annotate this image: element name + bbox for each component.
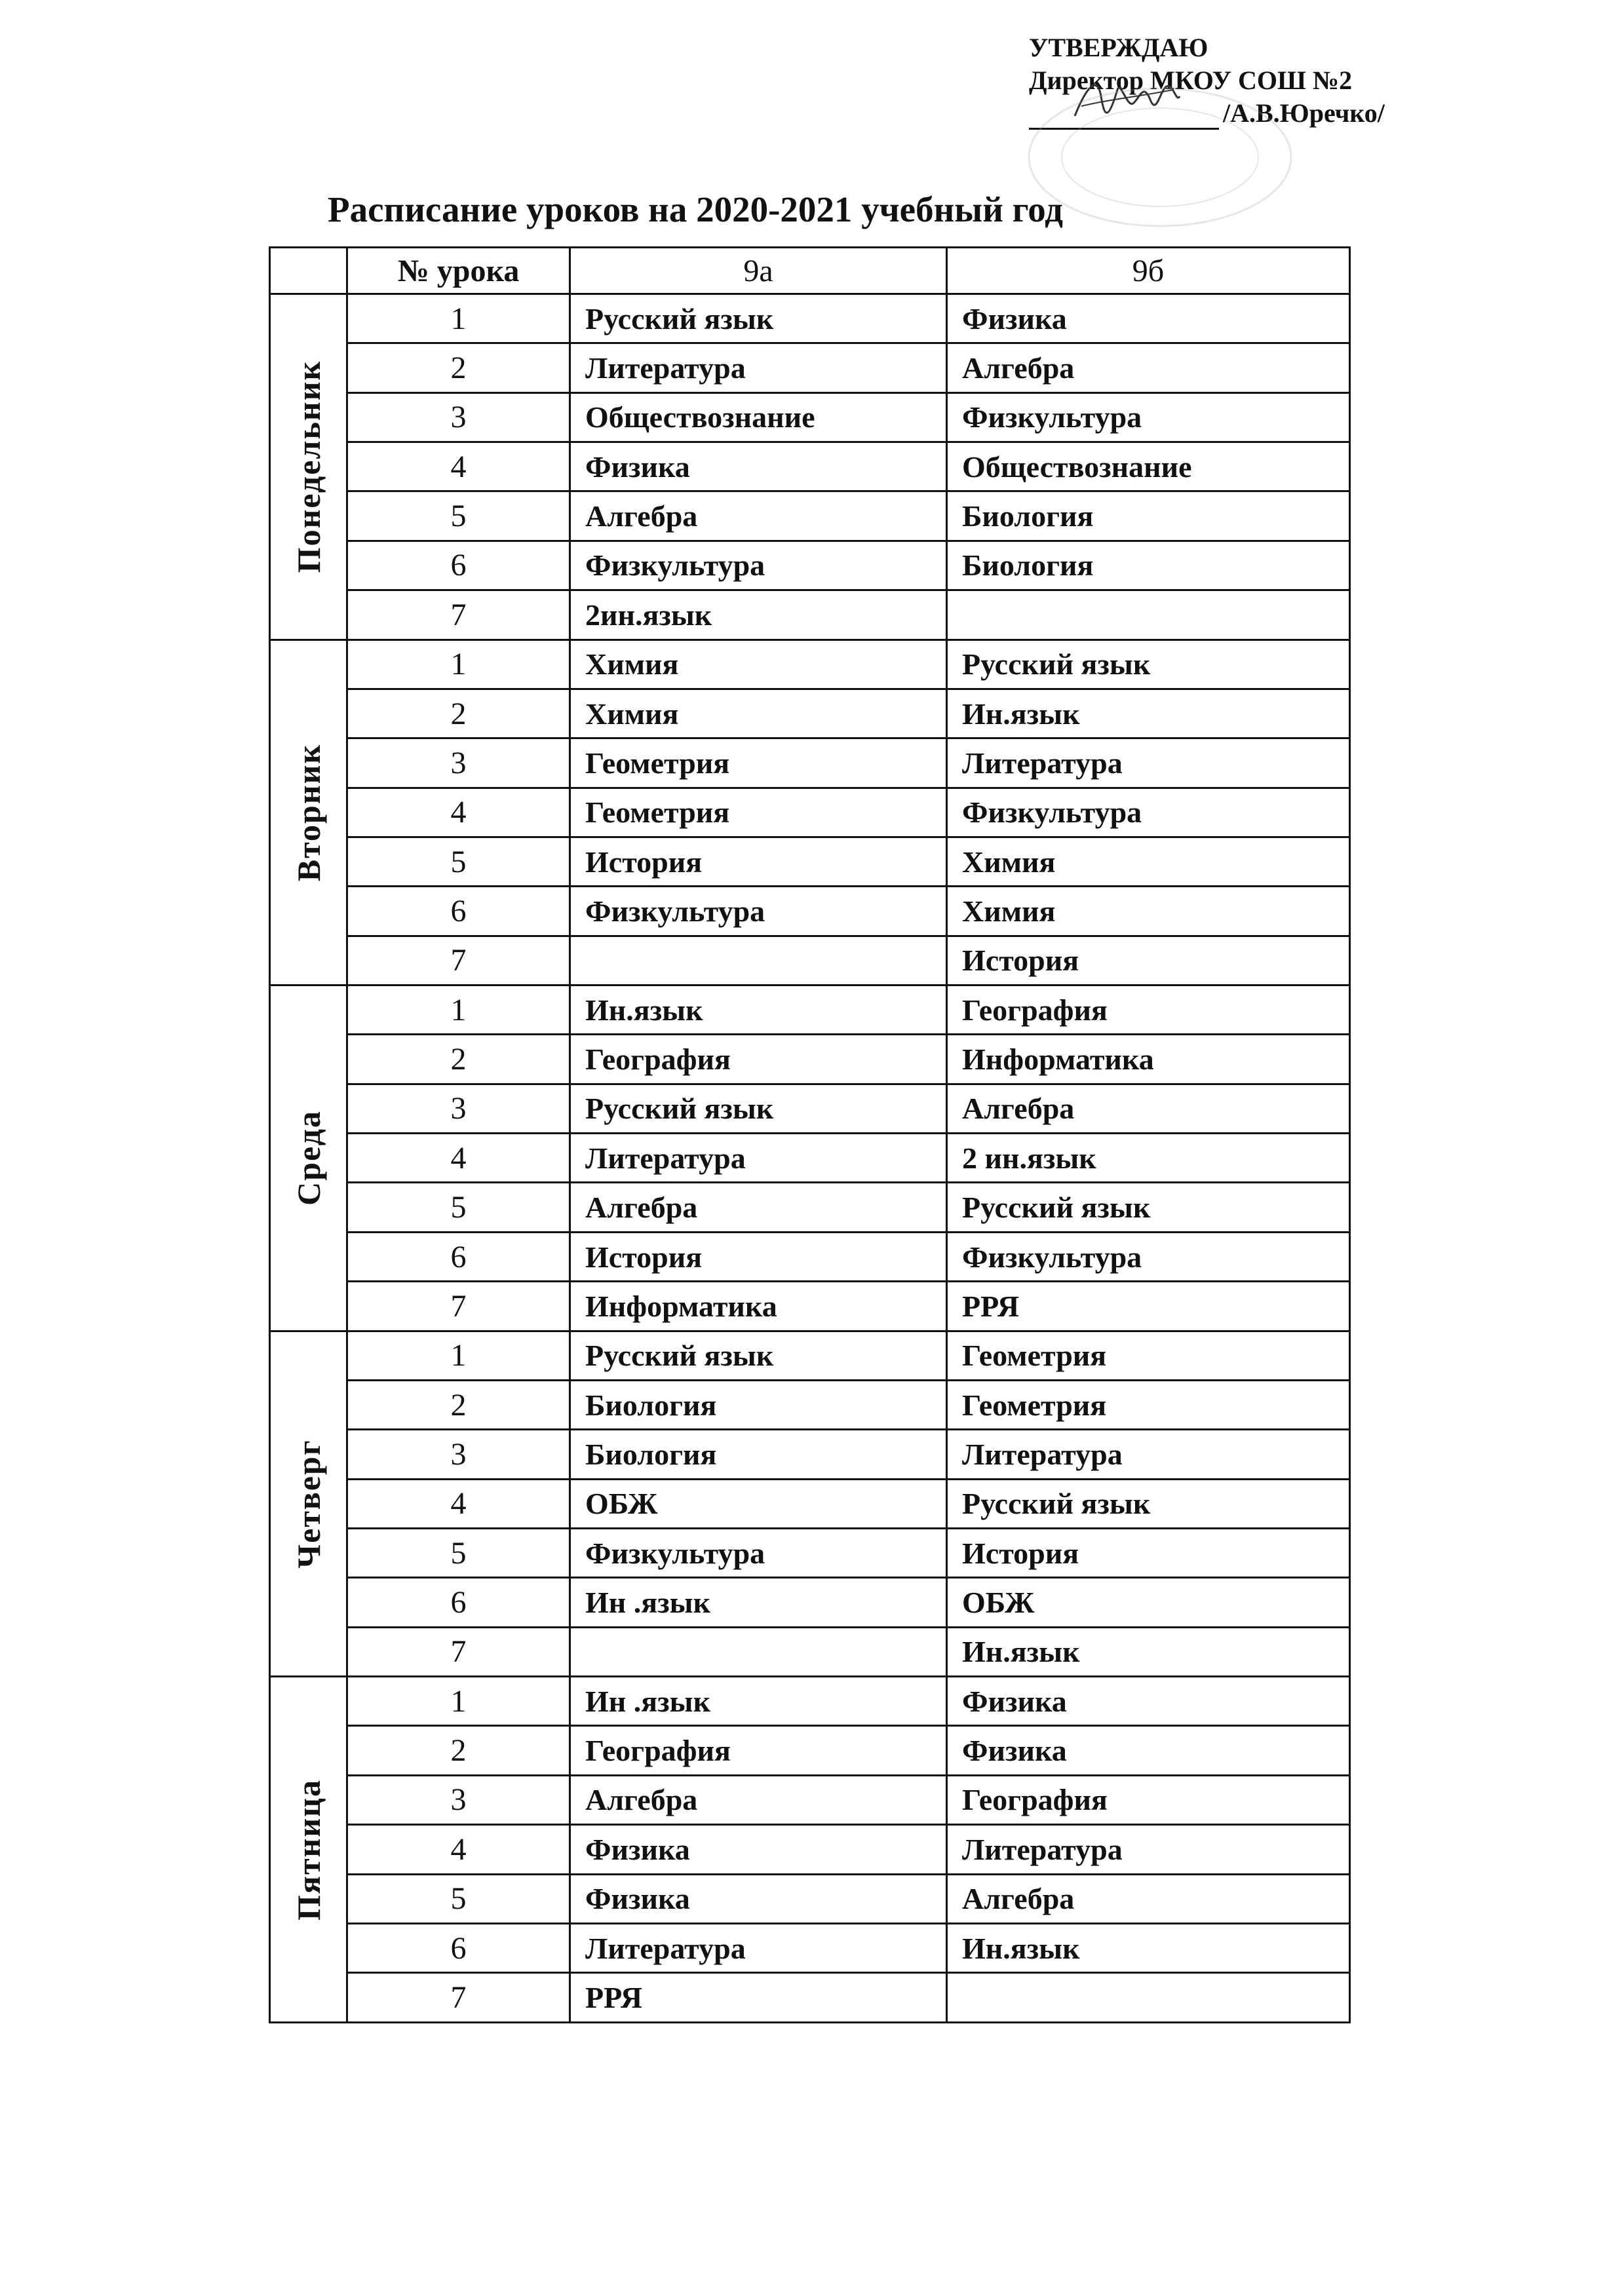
subject-9b: География — [947, 1775, 1350, 1824]
schedule-table — [269, 246, 1351, 2023]
subject-9a: Русский язык — [570, 1084, 947, 1133]
subject-9b: Литература — [947, 1430, 1350, 1479]
lesson-number: 6 — [347, 541, 570, 590]
table-row — [270, 1084, 1350, 1133]
subject-9b: Геометрия — [947, 1331, 1350, 1380]
lesson-number: 7 — [347, 1973, 570, 2023]
lesson-number: 6 — [347, 887, 570, 936]
lesson-number: 3 — [347, 1084, 570, 1133]
subject-9a: Литература — [570, 343, 947, 392]
lesson-number: 3 — [347, 738, 570, 788]
table-row — [270, 392, 1350, 442]
subject-9b: Литература — [947, 738, 1350, 788]
table-row — [270, 1528, 1350, 1577]
day-cell — [270, 1677, 347, 2023]
lesson-number: 6 — [347, 1923, 570, 1972]
page-title: Расписание уроков на 2020-2021 учебный год — [328, 189, 1063, 229]
lesson-number: 3 — [347, 392, 570, 442]
lesson-number: 5 — [347, 1874, 570, 1923]
subject-9b: РРЯ — [947, 1282, 1350, 1331]
table-row — [270, 1775, 1350, 1824]
table-row — [270, 1578, 1350, 1627]
lesson-number: 2 — [347, 1035, 570, 1084]
subject-9a: География — [570, 1726, 947, 1775]
subject-9a: Алгебра — [570, 1775, 947, 1824]
day-cell — [270, 640, 347, 985]
subject-9b: Физика — [947, 294, 1350, 343]
subject-9a: Физкультура — [570, 1528, 947, 1577]
lesson-number: 6 — [347, 1232, 570, 1281]
subject-9b: Биология — [947, 541, 1350, 590]
subject-9a: Ин.язык — [570, 985, 947, 1035]
table-row — [270, 1973, 1350, 2023]
subject-9a: Литература — [570, 1134, 947, 1183]
table-row — [270, 1035, 1350, 1084]
subject-9b: Физкультура — [947, 788, 1350, 837]
lesson-number: 4 — [347, 1134, 570, 1183]
subject-9b: История — [947, 1528, 1350, 1577]
subject-9b: Физкультура — [947, 392, 1350, 442]
lesson-number: 5 — [347, 1528, 570, 1577]
table-row — [270, 936, 1350, 985]
lesson-number: 1 — [347, 985, 570, 1035]
table-row — [270, 1331, 1350, 1380]
day-label: Четверг — [290, 1439, 327, 1569]
director-name: /А.В.Юречко/ — [1223, 98, 1385, 128]
subject-9b: Литература — [947, 1825, 1350, 1874]
day-label: Понедельник — [290, 360, 327, 573]
lesson-number: 1 — [347, 1677, 570, 1726]
subject-9b: Алгебра — [947, 343, 1350, 392]
subject-9b: Алгебра — [947, 1874, 1350, 1923]
subject-9a: Обществознание — [570, 392, 947, 442]
day-cell — [270, 1331, 347, 1677]
subject-9a: Физкультура — [570, 541, 947, 590]
subject-9b: Алгебра — [947, 1084, 1350, 1133]
subject-9a: Физика — [570, 442, 947, 491]
subject-9a: Литература — [570, 1923, 947, 1972]
subject-9a: Алгебра — [570, 1183, 947, 1232]
lesson-number: 4 — [347, 442, 570, 491]
subject-9a: История — [570, 1232, 947, 1281]
table-row — [270, 541, 1350, 590]
subject-9a: Русский язык — [570, 294, 947, 343]
subject-9a: 2ин.язык — [570, 590, 947, 640]
lesson-number: 5 — [347, 837, 570, 886]
subject-9b: Химия — [947, 887, 1350, 936]
subject-9b: Химия — [947, 837, 1350, 886]
lesson-number: 2 — [347, 1380, 570, 1429]
subject-9b: ОБЖ — [947, 1578, 1350, 1627]
table-row — [270, 738, 1350, 788]
subject-9a: Физкультура — [570, 887, 947, 936]
subject-9a: Физика — [570, 1874, 947, 1923]
table-row — [270, 1677, 1350, 1726]
subject-9a: Алгебра — [570, 491, 947, 541]
lesson-number: 4 — [347, 788, 570, 837]
subject-9a: Физика — [570, 1825, 947, 1874]
table-row — [270, 1282, 1350, 1331]
header-class-9b: 9б — [947, 248, 1350, 294]
subject-9a — [570, 936, 947, 985]
lesson-number: 4 — [347, 1825, 570, 1874]
subject-9b: Ин.язык — [947, 1627, 1350, 1676]
table-row — [270, 1479, 1350, 1528]
subject-9a: Ин .язык — [570, 1578, 947, 1627]
subject-9a: История — [570, 837, 947, 886]
lesson-number: 4 — [347, 1479, 570, 1528]
subject-9a: Геометрия — [570, 788, 947, 837]
day-cell — [270, 985, 347, 1331]
table-row — [270, 689, 1350, 738]
table-row — [270, 887, 1350, 936]
day-label: Среда — [290, 1110, 327, 1206]
table-row — [270, 1232, 1350, 1281]
table-row — [270, 1627, 1350, 1676]
subject-9a: Информатика — [570, 1282, 947, 1331]
subject-9b: Ин.язык — [947, 689, 1350, 738]
table-row — [270, 1874, 1350, 1923]
lesson-number: 2 — [347, 1726, 570, 1775]
subject-9a: Биология — [570, 1380, 947, 1429]
subject-9b: Биология — [947, 491, 1350, 541]
lesson-number: 5 — [347, 491, 570, 541]
subject-9b: Физика — [947, 1726, 1350, 1775]
subject-9b: Русский язык — [947, 640, 1350, 689]
subject-9a: РРЯ — [570, 1973, 947, 2023]
header-row — [270, 248, 1350, 294]
lesson-number: 5 — [347, 1183, 570, 1232]
table-row — [270, 1134, 1350, 1183]
subject-9a: Русский язык — [570, 1331, 947, 1380]
subject-9b: Информатика — [947, 1035, 1350, 1084]
table-row — [270, 1430, 1350, 1479]
table-row — [270, 294, 1350, 343]
day-label: Вторник — [290, 743, 327, 882]
subject-9b: История — [947, 936, 1350, 985]
subject-9b: Обществознание — [947, 442, 1350, 491]
subject-9a: Геометрия — [570, 738, 947, 788]
lesson-number: 6 — [347, 1578, 570, 1627]
header-lesson-number: № урока — [347, 248, 570, 294]
lesson-number: 1 — [347, 294, 570, 343]
subject-9b: 2 ин.язык — [947, 1134, 1350, 1183]
table-row — [270, 1380, 1350, 1429]
subject-9b: Физкультура — [947, 1232, 1350, 1281]
subject-9b: География — [947, 985, 1350, 1035]
table-row — [270, 640, 1350, 689]
subject-9b — [947, 1973, 1350, 2023]
lesson-number: 2 — [347, 343, 570, 392]
table-row — [270, 491, 1350, 541]
table-row — [270, 1923, 1350, 1972]
lesson-number: 7 — [347, 1282, 570, 1331]
header-class-9a: 9а — [570, 248, 947, 294]
approval-position: Директор МКОУ СОШ №2 — [1029, 66, 1353, 95]
subject-9a: География — [570, 1035, 947, 1084]
lesson-number: 3 — [347, 1430, 570, 1479]
subject-9a — [570, 1627, 947, 1676]
lesson-number: 2 — [347, 689, 570, 738]
subject-9a: Химия — [570, 640, 947, 689]
table-row — [270, 1183, 1350, 1232]
subject-9a: Химия — [570, 689, 947, 738]
lesson-number: 3 — [347, 1775, 570, 1824]
subject-9b: Ин.язык — [947, 1923, 1350, 1972]
table-row — [270, 590, 1350, 640]
lesson-number: 7 — [347, 936, 570, 985]
approval-heading: УТВЕРЖДАЮ — [1029, 33, 1208, 62]
table-row — [270, 788, 1350, 837]
day-cell — [270, 294, 347, 640]
subject-9a: Ин .язык — [570, 1677, 947, 1726]
subject-9b: Русский язык — [947, 1479, 1350, 1528]
lesson-number: 1 — [347, 1331, 570, 1380]
table-row — [270, 442, 1350, 491]
table-row — [270, 1825, 1350, 1874]
lesson-number: 1 — [347, 640, 570, 689]
subject-9b: Геометрия — [947, 1380, 1350, 1429]
day-label: Пятница — [290, 1778, 327, 1921]
header-day-cell — [270, 248, 347, 294]
table-row — [270, 837, 1350, 886]
subject-9a: ОБЖ — [570, 1479, 947, 1528]
schedule-body — [270, 294, 1350, 2023]
subject-9b: Физика — [947, 1677, 1350, 1726]
subject-9b: Русский язык — [947, 1183, 1350, 1232]
lesson-number: 7 — [347, 1627, 570, 1676]
subject-9b — [947, 590, 1350, 640]
table-row — [270, 1726, 1350, 1775]
table-row — [270, 985, 1350, 1035]
subject-9a: Биология — [570, 1430, 947, 1479]
table-row — [270, 343, 1350, 392]
lesson-number: 7 — [347, 590, 570, 640]
